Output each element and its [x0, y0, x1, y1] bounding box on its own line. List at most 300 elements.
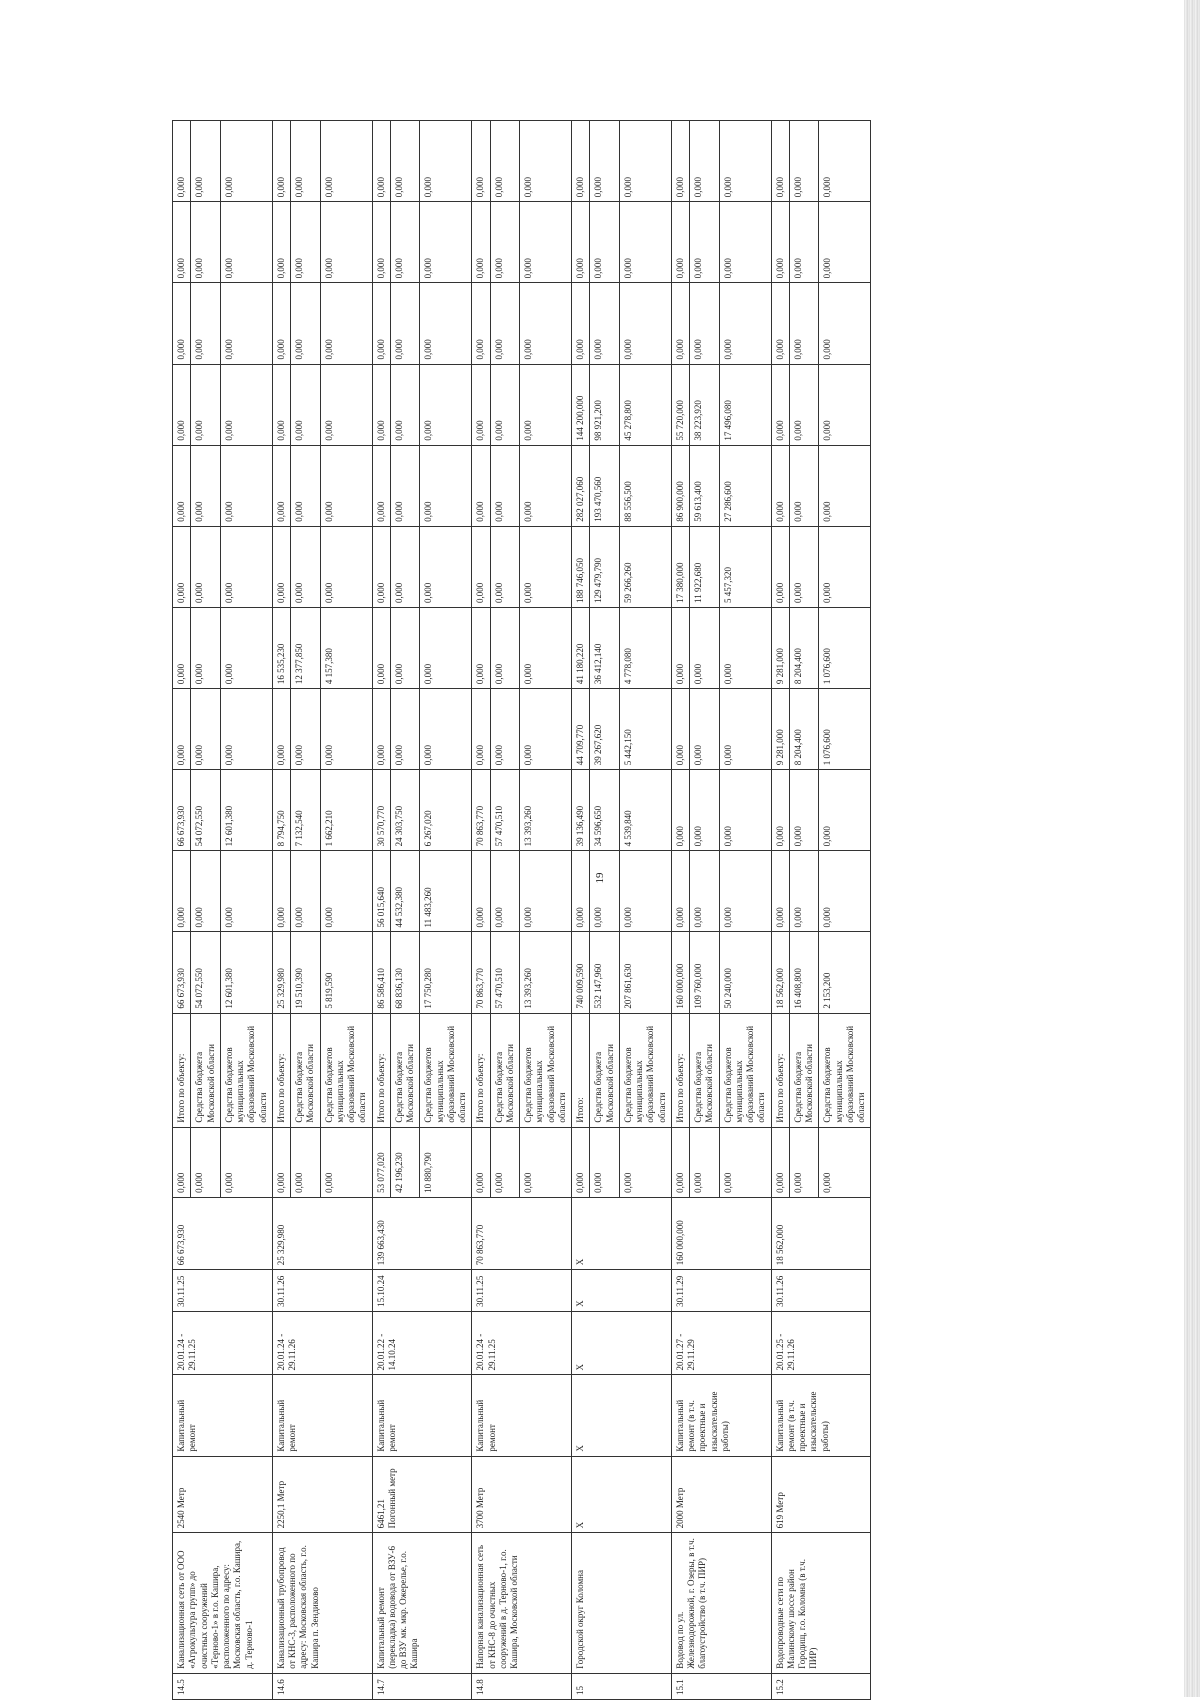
amount-cell: 7 132,540 — [291, 770, 321, 851]
prior-funding-cell: 0,000 — [572, 1127, 590, 1197]
amount-cell: 0,000 — [771, 364, 789, 445]
object-name-cell: Капитальный ремонт (перекладка) водовода от ВЗУ-6 до ВЗУ мк. мкр. Ожерелье, г.о. Кашира — [372, 1533, 472, 1673]
amount-cell: 17 380,000 — [671, 526, 689, 607]
amount-cell: 17 750,280 — [420, 932, 472, 1013]
work-type-cell: Капитальный ремонт (в т.ч. проектные и изыскательские работы) — [671, 1375, 771, 1456]
amount-cell: 44 532,380 — [390, 851, 420, 932]
end-date-cell: 30.11.26 — [272, 1270, 372, 1312]
amount-cell: 0,000 — [472, 364, 490, 445]
amount-cell: 0,000 — [173, 121, 191, 202]
amount-cell: 0,000 — [690, 770, 720, 851]
amount-cell: 39 267,620 — [590, 689, 620, 770]
amount-cell: 0,000 — [490, 202, 520, 283]
amount-cell: 0,000 — [789, 283, 819, 364]
amount-cell: 18 562,000 — [771, 932, 789, 1013]
object-name-cell: Водопроводные сети по Малинскому шоссе район Городищ, г.о. Коломна (в т.ч. ПИР) — [771, 1533, 871, 1673]
prior-funding-cell: 0,000 — [819, 1127, 871, 1197]
amount-cell: 1 076,600 — [819, 689, 871, 770]
amount-cell: 54 072,550 — [191, 932, 221, 1013]
amount-cell: 0,000 — [819, 526, 871, 607]
cost-cell: 160 000,000 — [671, 1197, 771, 1269]
object-name-cell: Городской округ Коломна — [572, 1533, 672, 1673]
amount-cell: 0,000 — [690, 851, 720, 932]
funding-source-cell: Средства бюджета Московской области — [789, 1013, 819, 1127]
amount-cell: 0,000 — [173, 689, 191, 770]
amount-cell: 41 180,220 — [572, 607, 590, 688]
amount-cell: 30 570,770 — [372, 770, 390, 851]
amount-cell: 0,000 — [320, 526, 372, 607]
amount-cell: 0,000 — [819, 770, 871, 851]
prior-funding-cell: 53 077,020 — [372, 1127, 390, 1197]
row-number-cell: 14.8 — [472, 1673, 572, 1699]
funding-source-cell: Средства бюджетов муниципальных образований Московской области — [619, 1013, 671, 1127]
amount-cell: 0,000 — [272, 689, 290, 770]
amount-cell: 0,000 — [390, 202, 420, 283]
amount-cell: 11 922,680 — [690, 526, 720, 607]
cost-cell: 66 673,930 — [173, 1197, 273, 1269]
prior-funding-cell: 0,000 — [291, 1127, 321, 1197]
amount-cell: 0,000 — [590, 283, 620, 364]
amount-cell: 282 027,060 — [572, 445, 590, 526]
funding-source-cell: Средства бюджетов муниципальных образований Московской области — [520, 1013, 572, 1127]
amount-cell: 6 267,020 — [420, 770, 472, 851]
amount-cell: 57 470,510 — [490, 770, 520, 851]
amount-cell: 0,000 — [220, 526, 272, 607]
amount-cell: 0,000 — [420, 445, 472, 526]
amount-cell: 0,000 — [272, 445, 290, 526]
amount-cell: 0,000 — [472, 202, 490, 283]
amount-cell: 0,000 — [572, 283, 590, 364]
amount-cell: 0,000 — [771, 851, 789, 932]
end-date-cell: X — [572, 1270, 672, 1312]
amount-cell: 0,000 — [291, 283, 321, 364]
amount-cell: 27 286,600 — [719, 445, 771, 526]
amount-cell: 0,000 — [320, 202, 372, 283]
amount-cell: 0,000 — [220, 202, 272, 283]
amount-cell: 0,000 — [819, 364, 871, 445]
investment-table — [172, 120, 871, 1700]
amount-cell: 4 539,840 — [619, 770, 671, 851]
work-type-cell: Капитальный ремонт — [472, 1375, 572, 1456]
amount-cell: 9 281,000 — [771, 607, 789, 688]
length-cell: 6461,21 Погонный метр — [372, 1456, 472, 1533]
amount-cell: 44 709,770 — [572, 689, 590, 770]
amount-cell: 188 746,050 — [572, 526, 590, 607]
amount-cell: 0,000 — [191, 202, 221, 283]
object-name-cell: Канализационный трубопровод от КНС-3, расположенного по адресу: Московская область, г.о. Кашира п. Зендиково — [272, 1533, 372, 1673]
cost-cell: 25 329,980 — [272, 1197, 372, 1269]
amount-cell: 0,000 — [390, 445, 420, 526]
amount-cell: 0,000 — [472, 445, 490, 526]
amount-cell: 0,000 — [320, 283, 372, 364]
amount-cell: 13 393,260 — [520, 770, 572, 851]
rotated-page — [172, 120, 990, 1700]
amount-cell: 0,000 — [173, 202, 191, 283]
amount-cell: 0,000 — [490, 121, 520, 202]
page-number: 19 — [594, 872, 606, 884]
amount-cell: 0,000 — [372, 526, 390, 607]
end-date-cell: 15.10.24 — [372, 1270, 472, 1312]
amount-cell: 129 479,790 — [590, 526, 620, 607]
amount-cell: 56 015,640 — [372, 851, 390, 932]
amount-cell: 0,000 — [819, 202, 871, 283]
amount-cell: 207 861,630 — [619, 932, 671, 1013]
amount-cell: 39 136,490 — [572, 770, 590, 851]
amount-cell: 5 442,150 — [619, 689, 671, 770]
amount-cell: 0,000 — [572, 121, 590, 202]
prior-funding-cell: 10 880,790 — [420, 1127, 472, 1197]
length-cell: 3700 Метр — [472, 1456, 572, 1533]
amount-cell: 59 613,400 — [690, 445, 720, 526]
work-type-cell: Капитальный ремонт — [372, 1375, 472, 1456]
amount-cell: 0,000 — [490, 607, 520, 688]
amount-cell: 0,000 — [490, 851, 520, 932]
amount-cell: 1 076,600 — [819, 607, 871, 688]
amount-cell: 0,000 — [291, 364, 321, 445]
funding-source-cell: Итого по объекту: — [372, 1013, 390, 1127]
amount-cell: 0,000 — [520, 283, 572, 364]
amount-cell: 0,000 — [789, 770, 819, 851]
amount-cell: 0,000 — [590, 202, 620, 283]
end-date-cell: 30.11.29 — [671, 1270, 771, 1312]
amount-cell: 0,000 — [690, 607, 720, 688]
amount-cell: 0,000 — [291, 202, 321, 283]
amount-cell: 0,000 — [420, 364, 472, 445]
row-number-cell: 14.7 — [372, 1673, 472, 1699]
amount-cell: 70 863,770 — [472, 932, 490, 1013]
funding-source-cell: Средства бюджетов муниципальных образований Московской области — [420, 1013, 472, 1127]
amount-cell: 0,000 — [771, 445, 789, 526]
amount-cell: 0,000 — [320, 689, 372, 770]
row-number-cell: 15.1 — [671, 1673, 771, 1699]
amount-cell: 0,000 — [771, 770, 789, 851]
period-cell: 20.01.24 - 29.11.25 — [472, 1311, 572, 1375]
table-row-object — [173, 121, 191, 1700]
amount-cell: 16 408,800 — [789, 932, 819, 1013]
amount-cell: 0,000 — [173, 607, 191, 688]
amount-cell: 0,000 — [819, 445, 871, 526]
prior-funding-cell: 0,000 — [671, 1127, 689, 1197]
amount-cell: 0,000 — [789, 121, 819, 202]
amount-cell: 0,000 — [220, 689, 272, 770]
amount-cell: 0,000 — [590, 121, 620, 202]
amount-cell: 0,000 — [789, 526, 819, 607]
length-cell: 619 Метр — [771, 1456, 871, 1533]
amount-cell: 0,000 — [671, 202, 689, 283]
period-cell: 20.01.27 - 29.11.29 — [671, 1311, 771, 1375]
end-date-cell: 30.11.25 — [472, 1270, 572, 1312]
amount-cell: 34 596,650 — [590, 770, 620, 851]
amount-cell: 0,000 — [819, 851, 871, 932]
amount-cell: 0,000 — [220, 283, 272, 364]
work-type-cell: Капитальный ремонт (в т.ч. проектные и изыскательские работы) — [771, 1375, 871, 1456]
prior-funding-cell: 0,000 — [272, 1127, 290, 1197]
amount-cell: 45 278,800 — [619, 364, 671, 445]
funding-source-cell: Итого по объекту: — [173, 1013, 191, 1127]
prior-funding-cell: 0,000 — [690, 1127, 720, 1197]
amount-cell: 0,000 — [690, 283, 720, 364]
amount-cell: 0,000 — [520, 526, 572, 607]
row-number-cell: 15 — [572, 1673, 672, 1699]
amount-cell: 0,000 — [173, 526, 191, 607]
prior-funding-cell: 0,000 — [173, 1127, 191, 1197]
period-cell: 20.01.24 - 29.11.26 — [272, 1311, 372, 1375]
amount-cell: 0,000 — [390, 607, 420, 688]
amount-cell: 0,000 — [520, 851, 572, 932]
amount-cell: 0,000 — [789, 364, 819, 445]
amount-cell: 0,000 — [420, 689, 472, 770]
amount-cell: 0,000 — [671, 607, 689, 688]
amount-cell: 0,000 — [490, 283, 520, 364]
period-cell: X — [572, 1311, 672, 1375]
amount-cell: 0,000 — [619, 202, 671, 283]
amount-cell: 0,000 — [372, 121, 390, 202]
amount-cell: 0,000 — [671, 689, 689, 770]
amount-cell: 12 377,850 — [291, 607, 321, 688]
amount-cell: 36 412,140 — [590, 607, 620, 688]
amount-cell: 0,000 — [191, 851, 221, 932]
amount-cell: 0,000 — [771, 202, 789, 283]
period-cell: 20.01.25 - 29.11.26 — [771, 1311, 871, 1375]
funding-source-cell: Средства бюджетов муниципальных образований Московской области — [220, 1013, 272, 1127]
work-type-cell: Капитальный ремонт — [272, 1375, 372, 1456]
length-cell: X — [572, 1456, 672, 1533]
funding-source-cell: Средства бюджетов муниципальных образований Московской области — [719, 1013, 771, 1127]
cost-cell: 70 863,770 — [472, 1197, 572, 1269]
work-type-cell: Капитальный ремонт — [173, 1375, 273, 1456]
amount-cell: 11 483,260 — [420, 851, 472, 932]
amount-cell: 0,000 — [472, 121, 490, 202]
amount-cell: 68 836,130 — [390, 932, 420, 1013]
amount-cell: 17 496,080 — [719, 364, 771, 445]
amount-cell: 0,000 — [191, 364, 221, 445]
amount-cell: 0,000 — [771, 526, 789, 607]
amount-cell: 4 157,380 — [320, 607, 372, 688]
amount-cell: 0,000 — [390, 526, 420, 607]
amount-cell: 0,000 — [490, 445, 520, 526]
amount-cell: 0,000 — [173, 283, 191, 364]
amount-cell: 19 510,390 — [291, 932, 321, 1013]
prior-funding-cell: 0,000 — [590, 1127, 620, 1197]
amount-cell: 0,000 — [272, 526, 290, 607]
amount-cell: 0,000 — [291, 121, 321, 202]
amount-cell: 54 072,550 — [191, 770, 221, 851]
amount-cell: 0,000 — [671, 851, 689, 932]
amount-cell: 0,000 — [619, 851, 671, 932]
amount-cell: 0,000 — [789, 202, 819, 283]
amount-cell: 0,000 — [420, 283, 472, 364]
length-cell: 2000 Метр — [671, 1456, 771, 1533]
amount-cell: 0,000 — [520, 202, 572, 283]
amount-cell: 0,000 — [690, 689, 720, 770]
amount-cell: 0,000 — [320, 121, 372, 202]
amount-cell: 0,000 — [719, 607, 771, 688]
funding-source-cell: Средства бюджетов муниципальных образований Московской области — [819, 1013, 871, 1127]
amount-cell: 0,000 — [572, 202, 590, 283]
amount-cell: 0,000 — [372, 607, 390, 688]
table-row-object — [472, 121, 490, 1700]
period-cell: 20.01.22 - 14.10.24 — [372, 1311, 472, 1375]
amount-cell: 0,000 — [719, 851, 771, 932]
amount-cell: 9 281,000 — [771, 689, 789, 770]
amount-cell: 0,000 — [173, 851, 191, 932]
amount-cell: 0,000 — [472, 689, 490, 770]
amount-cell: 0,000 — [719, 770, 771, 851]
end-date-cell: 30.11.26 — [771, 1270, 871, 1312]
cost-cell: X — [572, 1197, 672, 1269]
amount-cell: 86 900,000 — [671, 445, 689, 526]
amount-cell: 0,000 — [472, 851, 490, 932]
amount-cell: 0,000 — [191, 607, 221, 688]
amount-cell: 66 673,930 — [173, 932, 191, 1013]
amount-cell: 12 601,380 — [220, 770, 272, 851]
amount-cell: 66 673,930 — [173, 770, 191, 851]
amount-cell: 0,000 — [191, 526, 221, 607]
table-row-object — [272, 121, 290, 1700]
amount-cell: 0,000 — [420, 202, 472, 283]
amount-cell: 0,000 — [719, 689, 771, 770]
amount-cell: 0,000 — [520, 364, 572, 445]
amount-cell: 0,000 — [291, 851, 321, 932]
length-cell: 2540 Метр — [173, 1456, 273, 1533]
amount-cell: 0,000 — [789, 445, 819, 526]
object-name-cell: Напорная канализационная сеть от КНС-8 до очистных сооружений в д. Терново-1, г.о. Кашира, Московской области — [472, 1533, 572, 1673]
amount-cell: 0,000 — [220, 851, 272, 932]
row-number-cell: 14.6 — [272, 1673, 372, 1699]
amount-cell: 0,000 — [291, 445, 321, 526]
prior-funding-cell: 0,000 — [191, 1127, 221, 1197]
funding-source-cell: Итого по объекту: — [472, 1013, 490, 1127]
amount-cell: 50 240,000 — [719, 932, 771, 1013]
amount-cell: 0,000 — [291, 526, 321, 607]
amount-cell: 0,000 — [789, 851, 819, 932]
funding-source-cell: Средства бюджетов муниципальных образований Московской области — [320, 1013, 372, 1127]
funding-source-cell: Средства бюджета Московской области — [191, 1013, 221, 1127]
amount-cell: 0,000 — [472, 283, 490, 364]
cost-cell: 18 562,000 — [771, 1197, 871, 1269]
prior-funding-cell: 0,000 — [771, 1127, 789, 1197]
funding-source-cell: Средства бюджета Московской области — [291, 1013, 321, 1127]
amount-cell: 0,000 — [472, 607, 490, 688]
amount-cell: 0,000 — [220, 364, 272, 445]
prior-funding-cell: 0,000 — [320, 1127, 372, 1197]
amount-cell: 2 153,200 — [819, 932, 871, 1013]
scan-edge-artifact — [1184, 0, 1200, 1697]
amount-cell: 0,000 — [191, 283, 221, 364]
amount-cell: 0,000 — [619, 283, 671, 364]
amount-cell: 0,000 — [320, 851, 372, 932]
prior-funding-cell: 0,000 — [719, 1127, 771, 1197]
amount-cell: 98 921,200 — [590, 364, 620, 445]
table-row-object — [372, 121, 390, 1700]
amount-cell: 0,000 — [520, 121, 572, 202]
amount-cell: 0,000 — [771, 121, 789, 202]
amount-cell: 0,000 — [490, 526, 520, 607]
amount-cell: 0,000 — [372, 689, 390, 770]
length-cell: 2250,1 Метр — [272, 1456, 372, 1533]
object-name-cell: Канализационная сеть от ООО «Агрокультура групп» до очистных сооружений «Терново-1» в г.о. Кашира, расположенного по адресу: Московская область, г.о. Кашира, д. Терново-1 — [173, 1533, 273, 1673]
amount-cell: 5 819,590 — [320, 932, 372, 1013]
object-name-cell: Водовод по ул. Железнодорожной, г. Озеры, в т.ч. благоустройство (в т.ч. ПИР) — [671, 1533, 771, 1673]
row-number-cell: 15.2 — [771, 1673, 871, 1699]
amount-cell: 0,000 — [390, 121, 420, 202]
amount-cell: 38 223,920 — [690, 364, 720, 445]
prior-funding-cell: 0,000 — [789, 1127, 819, 1197]
amount-cell: 0,000 — [771, 283, 789, 364]
amount-cell: 24 303,750 — [390, 770, 420, 851]
amount-cell: 0,000 — [191, 445, 221, 526]
amount-cell: 0,000 — [291, 689, 321, 770]
amount-cell: 25 329,980 — [272, 932, 290, 1013]
amount-cell: 59 266,260 — [619, 526, 671, 607]
amount-cell: 740 009,590 — [572, 932, 590, 1013]
amount-cell: 144 200,000 — [572, 364, 590, 445]
amount-cell: 0,000 — [272, 851, 290, 932]
funding-source-cell: Итого: — [572, 1013, 590, 1127]
amount-cell: 0,000 — [173, 364, 191, 445]
amount-cell: 0,000 — [420, 607, 472, 688]
work-type-cell: X — [572, 1375, 672, 1456]
amount-cell: 70 863,770 — [472, 770, 490, 851]
amount-cell: 0,000 — [173, 445, 191, 526]
amount-cell: 0,000 — [690, 202, 720, 283]
amount-cell: 0,000 — [372, 283, 390, 364]
prior-funding-cell: 42 196,230 — [390, 1127, 420, 1197]
amount-cell: 0,000 — [490, 364, 520, 445]
amount-cell: 0,000 — [372, 445, 390, 526]
table-row-object — [671, 121, 689, 1700]
amount-cell: 0,000 — [671, 283, 689, 364]
amount-cell: 0,000 — [390, 283, 420, 364]
prior-funding-cell: 0,000 — [220, 1127, 272, 1197]
amount-cell: 0,000 — [320, 445, 372, 526]
amount-cell: 109 760,000 — [690, 932, 720, 1013]
amount-cell: 0,000 — [272, 364, 290, 445]
amount-cell: 0,000 — [490, 689, 520, 770]
amount-cell: 0,000 — [671, 770, 689, 851]
amount-cell: 88 556,500 — [619, 445, 671, 526]
amount-cell: 0,000 — [520, 689, 572, 770]
table-row-object — [572, 121, 590, 1700]
funding-source-cell: Средства бюджета Московской области — [590, 1013, 620, 1127]
amount-cell: 193 470,560 — [590, 445, 620, 526]
amount-cell: 0,000 — [390, 689, 420, 770]
amount-cell: 0,000 — [191, 689, 221, 770]
amount-cell: 0,000 — [619, 121, 671, 202]
amount-cell: 0,000 — [819, 283, 871, 364]
amount-cell: 0,000 — [719, 121, 771, 202]
amount-cell: 0,000 — [520, 445, 572, 526]
funding-source-cell: Итого по объекту: — [771, 1013, 789, 1127]
amount-cell: 12 601,380 — [220, 932, 272, 1013]
amount-cell: 0,000 — [272, 283, 290, 364]
table-row-object — [771, 121, 789, 1700]
funding-source-cell: Средства бюджета Московской области — [390, 1013, 420, 1127]
amount-cell: 0,000 — [191, 121, 221, 202]
amount-cell: 0,000 — [320, 364, 372, 445]
amount-cell: 0,000 — [520, 607, 572, 688]
amount-cell: 160 000,000 — [671, 932, 689, 1013]
amount-cell: 0,000 — [220, 445, 272, 526]
end-date-cell: 30.11.25 — [173, 1270, 273, 1312]
amount-cell: 0,000 — [220, 121, 272, 202]
amount-cell: 8 204,400 — [789, 607, 819, 688]
amount-cell: 0,000 — [472, 526, 490, 607]
amount-cell: 57 470,510 — [490, 932, 520, 1013]
prior-funding-cell: 0,000 — [472, 1127, 490, 1197]
amount-cell: 0,000 — [272, 202, 290, 283]
amount-cell: 0,000 — [272, 121, 290, 202]
